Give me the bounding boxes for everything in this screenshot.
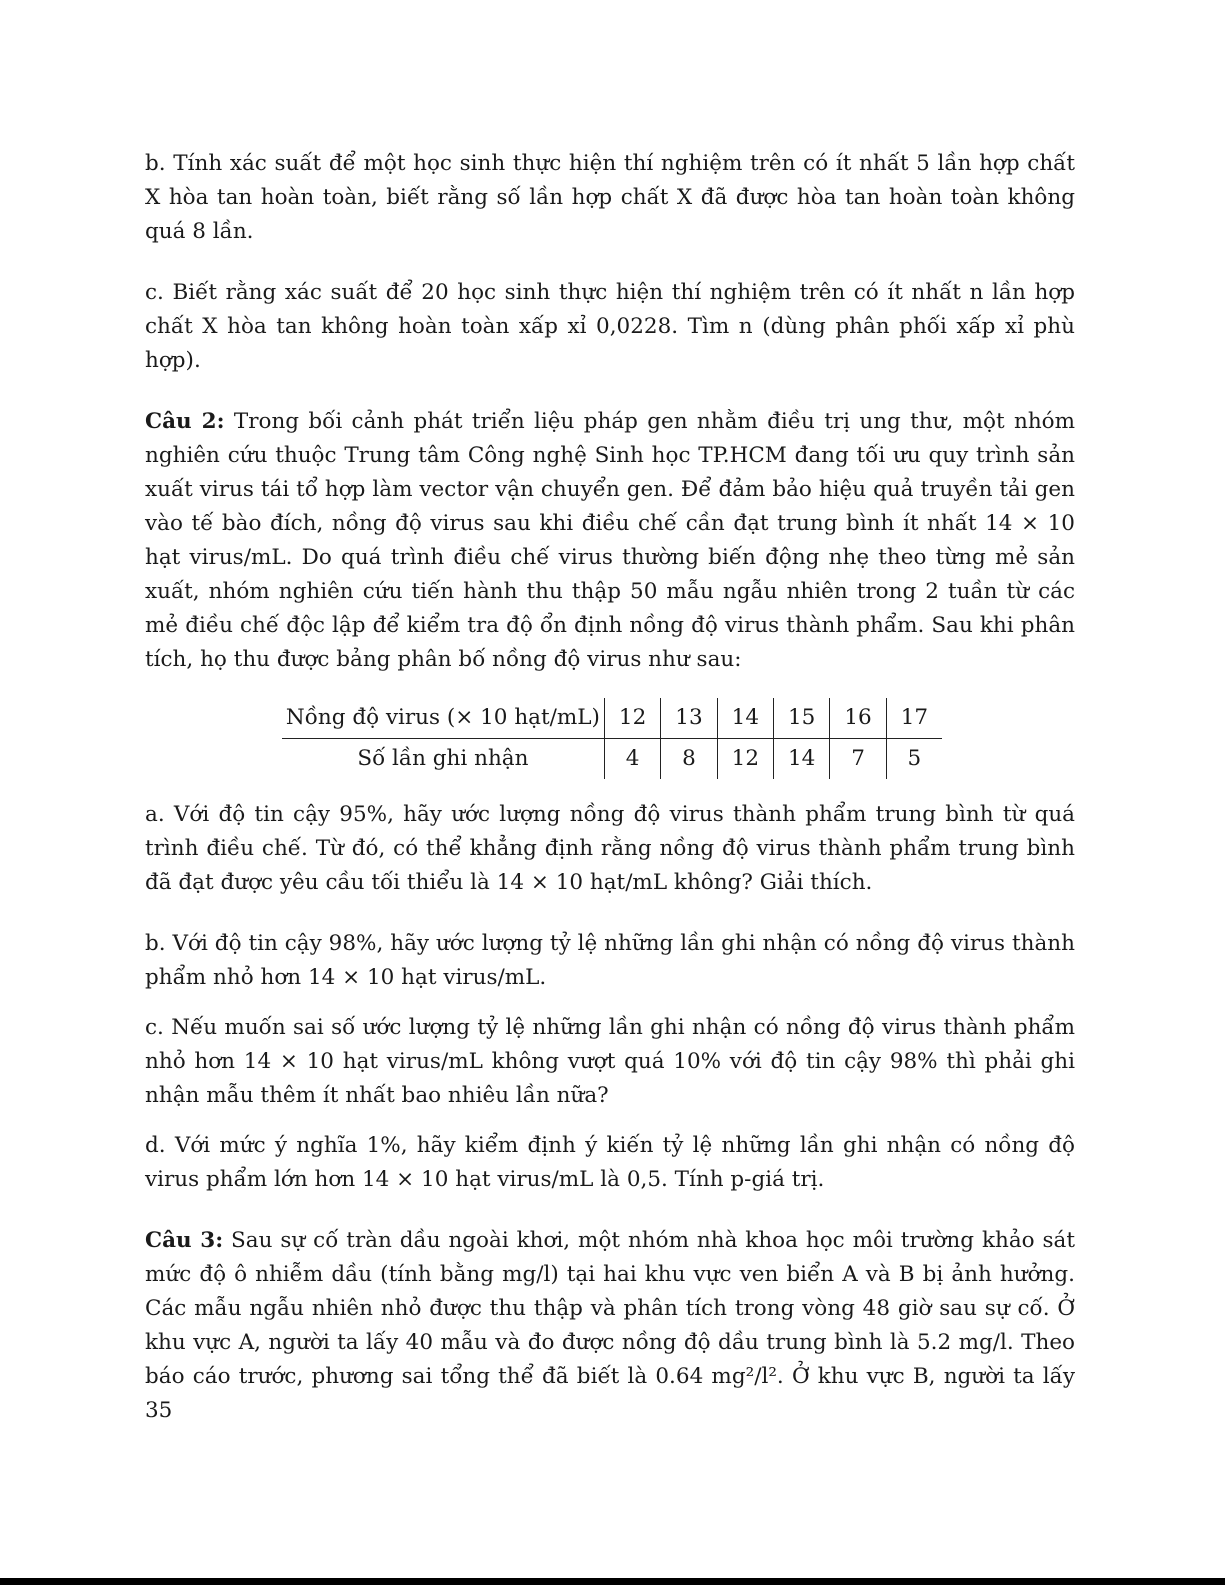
q3-heading: Câu 3: bbox=[145, 1228, 224, 1253]
document-body bbox=[145, 147, 1075, 1428]
q1-part-b: b. Tính xác suất để một học sinh thực hiện thí nghiệm trên có ít nhất 5 lần hợp chất X hòa tan hoàn toàn, biết rằng số lần hợp chất X đã được hòa tan hoàn toàn không quá 8 lần. bbox=[145, 151, 1075, 244]
table-cell-count: 5 bbox=[886, 739, 942, 780]
q1-part-c: c. Biết rằng xác suất để 20 học sinh thực hiện thí nghiệm trên có ít nhất n lần hợp chất X hòa tan không hoàn toàn xấp xỉ 0,0228. Tìm n (dùng phân phối xấp xỉ phù hợp). bbox=[145, 280, 1075, 373]
table-cell-value: 12 bbox=[604, 698, 660, 739]
table-cell-value: 15 bbox=[774, 698, 830, 739]
q2-heading: Câu 2: bbox=[145, 409, 225, 434]
table-cell-count: 8 bbox=[661, 739, 717, 780]
table-cell-count: 4 bbox=[604, 739, 660, 780]
q2-intro-paragraph bbox=[145, 405, 1075, 677]
q2-part-c: c. Nếu muốn sai số ước lượng tỷ lệ những lần ghi nhận có nồng độ virus thành phẩm nhỏ hơn 14 × 10 hạt virus/mL không vượt quá 10% với độ tin cậy 98% thì phải ghi nhận mẫu thêm ít nhất bao nhiêu lần nữa? bbox=[145, 1015, 1075, 1108]
page-bottom-border bbox=[0, 1578, 1225, 1585]
table-cell-count: 7 bbox=[830, 739, 886, 780]
table-cell-value: 17 bbox=[886, 698, 942, 739]
virus-frequency-table bbox=[282, 698, 942, 779]
table-header-counts: Số lần ghi nhận bbox=[357, 746, 529, 771]
q2-part-a: a. Với độ tin cậy 95%, hãy ước lượng nồng độ virus thành phẩm trung bình từ quá trình điều chế. Từ đó, có thể khẳng định rằng nồng độ virus thành phẩm trung bình đã đạt được yêu cầu tối thiểu là 14 × 10 hạt/mL không? Giải thích. bbox=[145, 802, 1075, 895]
table-row-concentration bbox=[282, 698, 942, 739]
table-header-concentration: Nồng độ virus (× 10 hạt/mL) bbox=[282, 698, 605, 739]
q2-part-d: d. Với mức ý nghĩa 1%, hãy kiểm định ý kiến tỷ lệ những lần ghi nhận có nồng độ virus phẩm lớn hơn 14 × 10 hạt virus/mL là 0,5. Tính p-giá trị. bbox=[145, 1133, 1075, 1192]
q3-text: Sau sự cố tràn dầu ngoài khơi, một nhóm nhà khoa học môi trường khảo sát mức độ ô nhiễm dầu (tính bằng mg/l) tại hai khu vực ven biển A và B bị ảnh hưởng. Các mẫu ngẫu nhiên nhỏ được thu thập và phân tích trong vòng 48 giờ sau sự cố. Ở khu vực A, người ta lấy 40 mẫu và đo được nồng độ dầu trung bình là 5.2 mg/l. Theo báo cáo trước, phương sai tổng thể đã biết là 0.64 mg²/l². Ở khu vực B, người ta lấy 35 bbox=[145, 1228, 1075, 1423]
table-cell-value: 16 bbox=[830, 698, 886, 739]
table-cell-count: 14 bbox=[774, 739, 830, 780]
q2-intro-text: Trong bối cảnh phát triển liệu pháp gen nhằm điều trị ung thư, một nhóm nghiên cứu thuộc Trung tâm Công nghệ Sinh học TP.HCM đang tối ưu quy trình sản xuất virus tái tổ hợp làm vector vận chuyển gen. Để đảm bảo hiệu quả truyền tải gen vào tế bào đích, nồng độ virus sau khi điều chế cần đạt trung bình ít nhất 14 × 10 hạt virus/mL. Do quá trình điều chế virus thường biến động nhẹ theo từng mẻ sản xuất, nhóm nghiên cứu tiến hành thu thập 50 mẫu ngẫu nhiên trong 2 tuần từ các mẻ điều chế độc lập để kiểm tra độ ổn định nồng độ virus thành phẩm. Sau khi phân tích, họ thu được bảng phân bố nồng độ virus như sau: bbox=[145, 409, 1075, 672]
table-cell-count: 12 bbox=[717, 739, 773, 780]
virus-frequency-table-wrap bbox=[145, 698, 1075, 779]
table-cell-value: 14 bbox=[717, 698, 773, 739]
q3-paragraph bbox=[145, 1224, 1075, 1428]
table-row-counts bbox=[282, 739, 942, 780]
table-cell-value: 13 bbox=[661, 698, 717, 739]
q2-part-b: b. Với độ tin cậy 98%, hãy ước lượng tỷ lệ những lần ghi nhận có nồng độ virus thành phẩm nhỏ hơn 14 × 10 hạt virus/mL. bbox=[145, 931, 1075, 990]
